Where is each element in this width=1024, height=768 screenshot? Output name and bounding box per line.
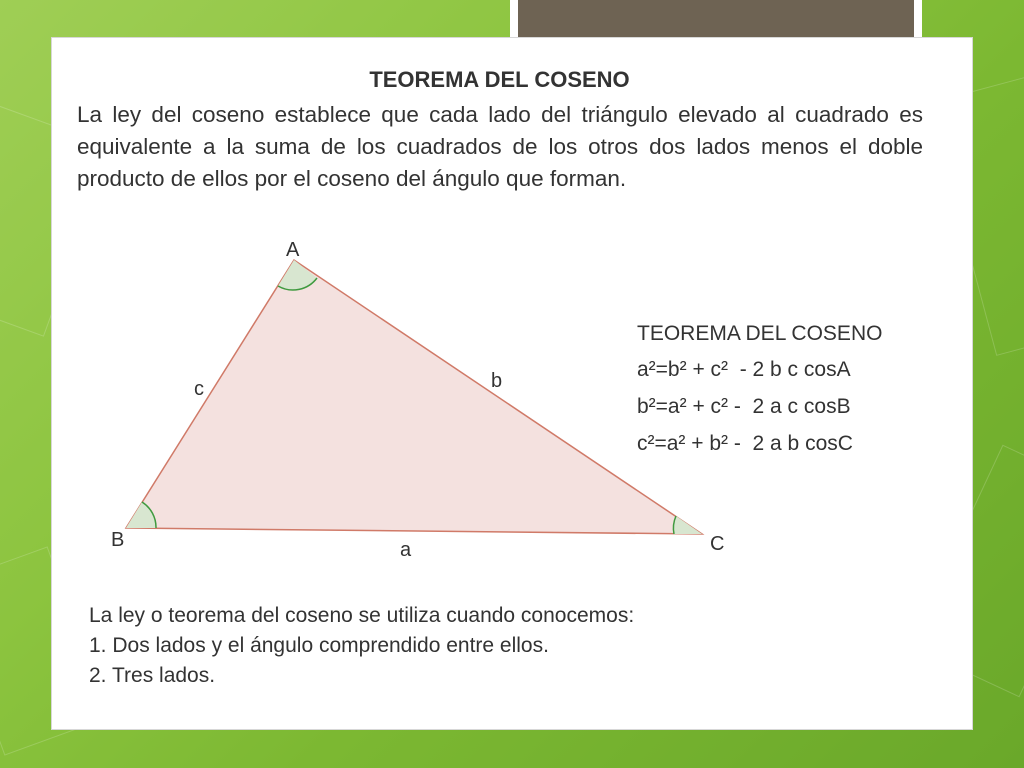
formula-line: a²=b² + c² - 2 b c cosA [637,358,851,381]
list-item: 2. Tres lados. [89,664,216,687]
uses-intro: La ley o teorema del coseno se utiliza cuando conocemos: [89,604,635,627]
formula-title: TEOREMA DEL COSENO [637,322,883,345]
uses-list [89,601,929,691]
list-item: 1. Dos lados y el ángulo comprendido entre ellos. [89,634,549,657]
triangle-shape [126,260,702,534]
side-label-c: c [194,378,204,400]
vertex-label-b: B [111,529,125,551]
vertex-label-c: C [710,533,725,555]
slide-paragraph: La ley del coseno establece que cada lado del triángulo elevado al cuadrado es equivalente a la suma de los cuadrados de los otros dos lados menos el doble producto de ellos por el coseno del ángulo que forman. [77,102,923,191]
formula-line: b²=a² + c² - 2 a c cosB [637,395,851,418]
formula-box [637,322,937,469]
side-label-b: b [491,370,503,392]
slide-card [51,37,973,730]
side-label-a: a [400,539,412,561]
slide-title: TEOREMA DEL COSENO [369,67,630,92]
formula-line: c²=a² + b² - 2 a b cosC [637,432,853,455]
vertex-label-a: A [286,239,300,261]
angle-arc-c [673,516,702,534]
